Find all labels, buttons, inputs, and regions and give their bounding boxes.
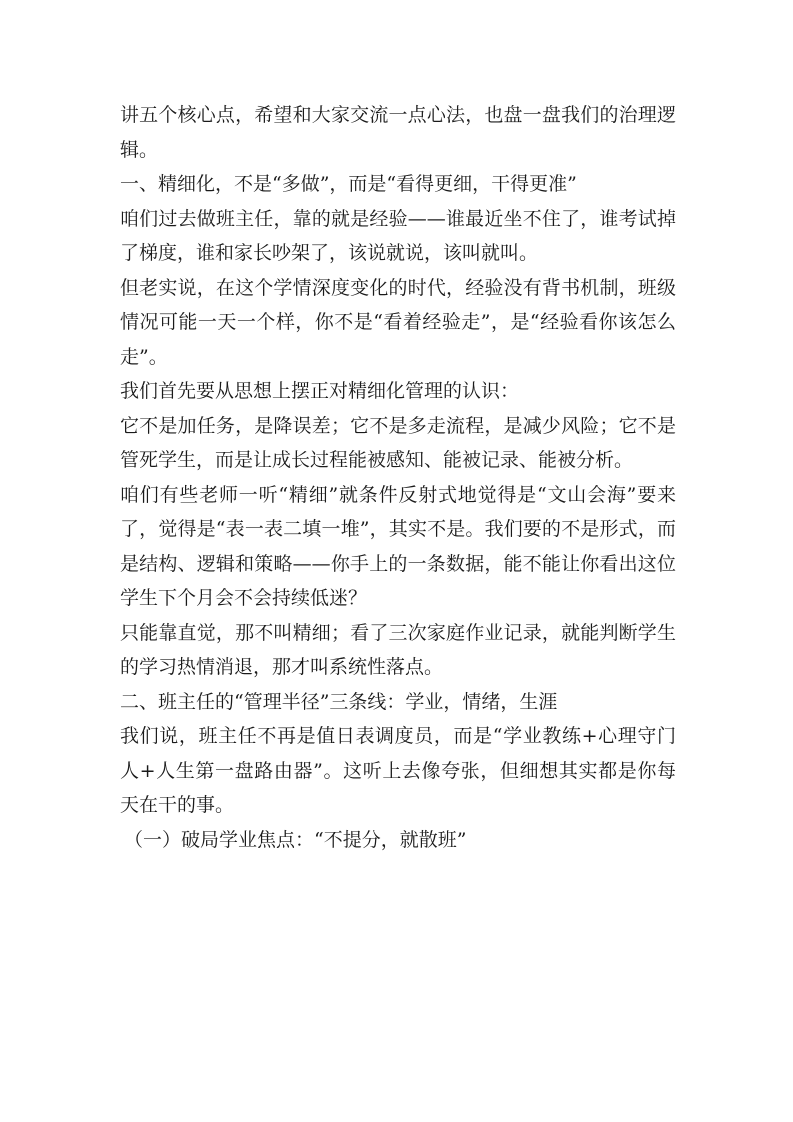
section-heading-2: 二、班主任的“管理半径”三条线：学业，情绪，生涯 xyxy=(120,690,558,713)
paragraph: 但老实说，在这个学情深度变化的时代，经验没有背书机制，班级情况可能一天一个样，你不是“看着经验走”，是“经验看你该怎么走”。 xyxy=(120,276,676,368)
paragraph: 咱们过去做班主任，靠的就是经验——谁最近坐不住了，谁考试掉了梯度，谁和家长吵架了，该说就说，该叫就叫。 xyxy=(120,207,676,264)
document-body xyxy=(120,98,676,857)
subsection-heading-1: （一）破局学业焦点：“不提分，就散班” xyxy=(124,828,467,851)
paragraph: 我们说，班主任不再是值日表调度员，而是“学业教练+心理守门人+人生第一盘路由器”。这听上去像夸张，但细想其实都是你每天在干的事。 xyxy=(120,725,676,816)
paragraph: 它不是加任务，是降误差；它不是多走流程，是减少风险；它不是管死学生，而是让成长过程能被感知、能被记录、能被分析。 xyxy=(120,414,676,471)
section-heading-1: 一、精细化，不是“多做”，而是“看得更细，干得更准” xyxy=(120,173,577,195)
paragraph-intro: 讲五个核心点，希望和大家交流一点心法，也盘一盘我们的治理逻辑。 xyxy=(120,104,676,161)
paragraph: 只能靠直觉，那不叫精细；看了三次家庭作业记录，就能判断学生的学习热情消退，那才叫系统性落点。 xyxy=(120,621,676,678)
paragraph: 咱们有些老师一听“精细”就条件反射式地觉得是“文山会海”要来了，觉得是“表一表二填一堆”，其实不是。我们要的不是形式，而是结构、逻辑和策略——你手上的一条数据，能不能让你看出这位学生下个月会不会持续低迷？ xyxy=(120,483,676,609)
paragraph: 我们首先要从思想上摆正对精细化管理的认识： xyxy=(120,380,520,402)
